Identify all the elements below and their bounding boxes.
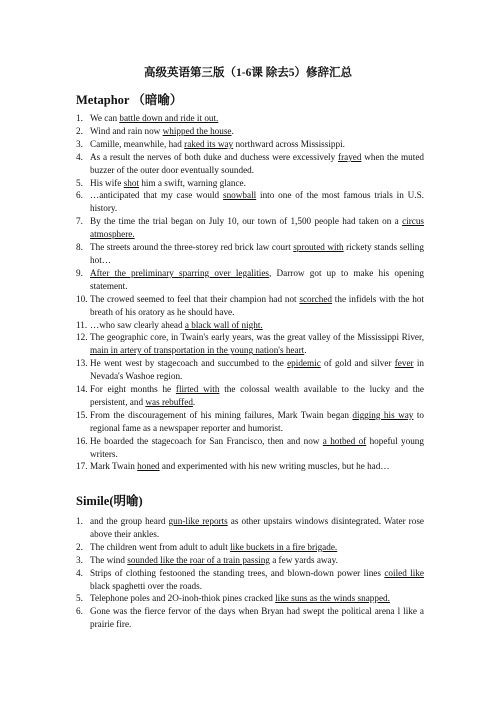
list-item [76, 177, 424, 190]
list-item [76, 554, 424, 567]
item-number: 3. [76, 138, 83, 149]
underlined-phrase: digging his way [352, 409, 414, 420]
item-text: him a swift, warning glance. [139, 177, 246, 188]
underlined-phrase: a hotbed of [322, 435, 367, 446]
item-number: 10. [76, 293, 88, 304]
item-number: 17. [76, 461, 88, 472]
item-number: 3. [76, 554, 83, 565]
item-text: Mark Twain [90, 461, 138, 472]
item-number: 1. [76, 113, 83, 123]
item-text: to regional fame as a newspaper reporter and humorist. [90, 409, 424, 433]
underlined-phrase: sounded like the roar of a train passing [127, 554, 270, 565]
item-text: . [192, 396, 196, 407]
underlined-phrase: circus atmosphere. [90, 216, 424, 240]
item-text: From the discouragement of his mining failures, Mark Twain began [90, 409, 353, 420]
item-text: of gold and silver [320, 358, 395, 369]
item-text: . [231, 125, 234, 136]
item-number: 2. [76, 541, 83, 552]
item-number: 12. [76, 332, 88, 343]
list-item [76, 125, 424, 138]
item-text: a few yards away. [269, 554, 338, 565]
item-text: . [304, 345, 307, 356]
list-item [76, 293, 424, 319]
underlined-phrase: epidemic [287, 358, 321, 369]
item-text: The children went from adult to adult [90, 541, 231, 552]
item-text: and the group heard [90, 516, 169, 526]
underlined-phrase: flirted with [175, 384, 220, 395]
item-text: Gone was the fierce fervor of the days when Bryan had swept the political arena l like a prairie fire. [90, 606, 424, 630]
underlined-phrase: gun-like reports [168, 516, 228, 526]
item-text: …who saw clearly ahead [90, 319, 185, 330]
item-text: He boarded the stagecoach for San Francisco, then and now [90, 435, 323, 446]
item-number: 9. [76, 267, 83, 278]
list-item [76, 357, 424, 383]
item-number: 13. [76, 358, 88, 369]
item-text: We can [90, 113, 120, 123]
item-number: 16. [76, 435, 88, 446]
item-text: The streets around the three-storey red brick law court [90, 242, 294, 253]
item-text: Strips of clothing festooned the standing trees, and blown-down power lines [90, 567, 385, 578]
item-text: His wife [90, 177, 124, 188]
item-number: 14. [76, 384, 88, 395]
section-heading-metaphor: Metaphor （暗喻） [76, 93, 183, 107]
underlined-phrase: like buckets in a fire brigade. [230, 541, 338, 552]
list-item [76, 592, 424, 605]
underlined-phrase: battle down and ride it out. [119, 113, 219, 123]
underlined-phrase: whipped the house [162, 125, 232, 136]
underlined-phrase: fever [394, 358, 414, 369]
item-text: in Nevada's Washoe region. [90, 358, 424, 382]
section-heading-simile: Simile(明喻) [76, 494, 143, 508]
item-text: into one of the most famous trials in U.S. history. [90, 190, 424, 214]
item-text: For eight months he [90, 384, 176, 395]
list-item [76, 331, 424, 357]
item-text: hopeful young writers. [90, 435, 424, 459]
underlined-phrase: sprouted with [293, 242, 344, 253]
list-item [76, 383, 424, 409]
list-item [76, 241, 424, 267]
list-item [76, 567, 424, 593]
underlined-phrase: like suns as the winds snapped. [275, 593, 390, 604]
item-number: 8. [76, 242, 83, 253]
item-text: By the time the trial began on July 10, our town of 1,500 people had taken on a [90, 216, 403, 227]
item-number: 4. [76, 567, 83, 578]
item-text: The geographic core, in Twain's early years, was the great valley of the Mississippi River, [90, 332, 424, 343]
item-number: 4. [76, 151, 83, 162]
item-text: , Darrow got up to make his opening statement. [90, 267, 424, 291]
item-text: The crowed seemed to feel that their champion had not [90, 293, 300, 304]
metaphor-list [76, 112, 424, 473]
list-item [76, 319, 424, 332]
item-number: 6. [76, 190, 83, 201]
list-item [76, 435, 424, 461]
underlined-phrase: main in artery of transportation in the young nation's heart [90, 345, 305, 356]
underlined-phrase: After the preliminary sparring over legalities [90, 267, 270, 278]
list-item [76, 112, 424, 125]
list-item [76, 460, 424, 473]
list-item [76, 151, 424, 177]
item-number: 1. [76, 516, 83, 526]
underlined-phrase: shot [123, 177, 140, 188]
item-number: 5. [76, 177, 83, 188]
item-text: when the muted buzzer of the outer door eventually sounded. [90, 151, 424, 175]
item-text: Wind and rain now [90, 125, 163, 136]
list-item [76, 215, 424, 241]
item-number: 7. [76, 216, 83, 227]
underlined-phrase: raked its way [184, 138, 234, 149]
item-text: black spaghetti over the roads. [90, 580, 202, 591]
item-text: the colossal wealth available to the lucky and the persistent, and [90, 384, 424, 407]
item-text: Camille, meanwhile, had [90, 138, 185, 149]
item-number: 2. [76, 125, 83, 136]
list-item [76, 267, 424, 293]
underlined-phrase: scorched [299, 293, 333, 304]
item-text: The wind [90, 554, 128, 565]
list-item [76, 409, 424, 435]
list-item [76, 189, 424, 215]
item-text: and experimented with his new writing muscles, but he had… [159, 461, 390, 472]
list-item [76, 515, 424, 541]
underlined-phrase: snowball [223, 190, 257, 201]
list-item [76, 138, 424, 151]
underlined-phrase: honed [137, 461, 160, 472]
item-text: …anticipated that my case would [90, 190, 223, 201]
underlined-phrase: frayed [338, 151, 362, 162]
item-text: He went west by stagecoach and succumbed to the [90, 358, 288, 369]
underlined-phrase: was rebuffed [145, 396, 193, 407]
item-text: as other upstairs windows disintegrated. Water rose above their ankles. [90, 516, 424, 539]
item-text: Telephone poles and 2O-inoh-thiok pines cracked [90, 593, 276, 604]
item-number: 5. [76, 593, 83, 604]
item-text: As a result the nerves of both duke and duchess were excessively [90, 151, 339, 162]
item-text: rickety stands selling hot… [90, 242, 424, 265]
underlined-phrase: a black wall of night. [184, 319, 263, 330]
underlined-phrase: coiled like [384, 567, 424, 578]
simile-list [76, 515, 424, 631]
item-text: northward across Mississippi. [233, 138, 345, 149]
list-item [76, 541, 424, 554]
document-title: 高级英语第三版（1-6课 除去5）修辞汇总 [144, 67, 352, 79]
item-number: 6. [76, 606, 83, 617]
item-number: 15. [76, 409, 88, 420]
list-item [76, 605, 424, 631]
item-text: the infidels with the hot breath of his oratory as he should have. [90, 293, 424, 317]
item-number: 11. [76, 319, 88, 330]
